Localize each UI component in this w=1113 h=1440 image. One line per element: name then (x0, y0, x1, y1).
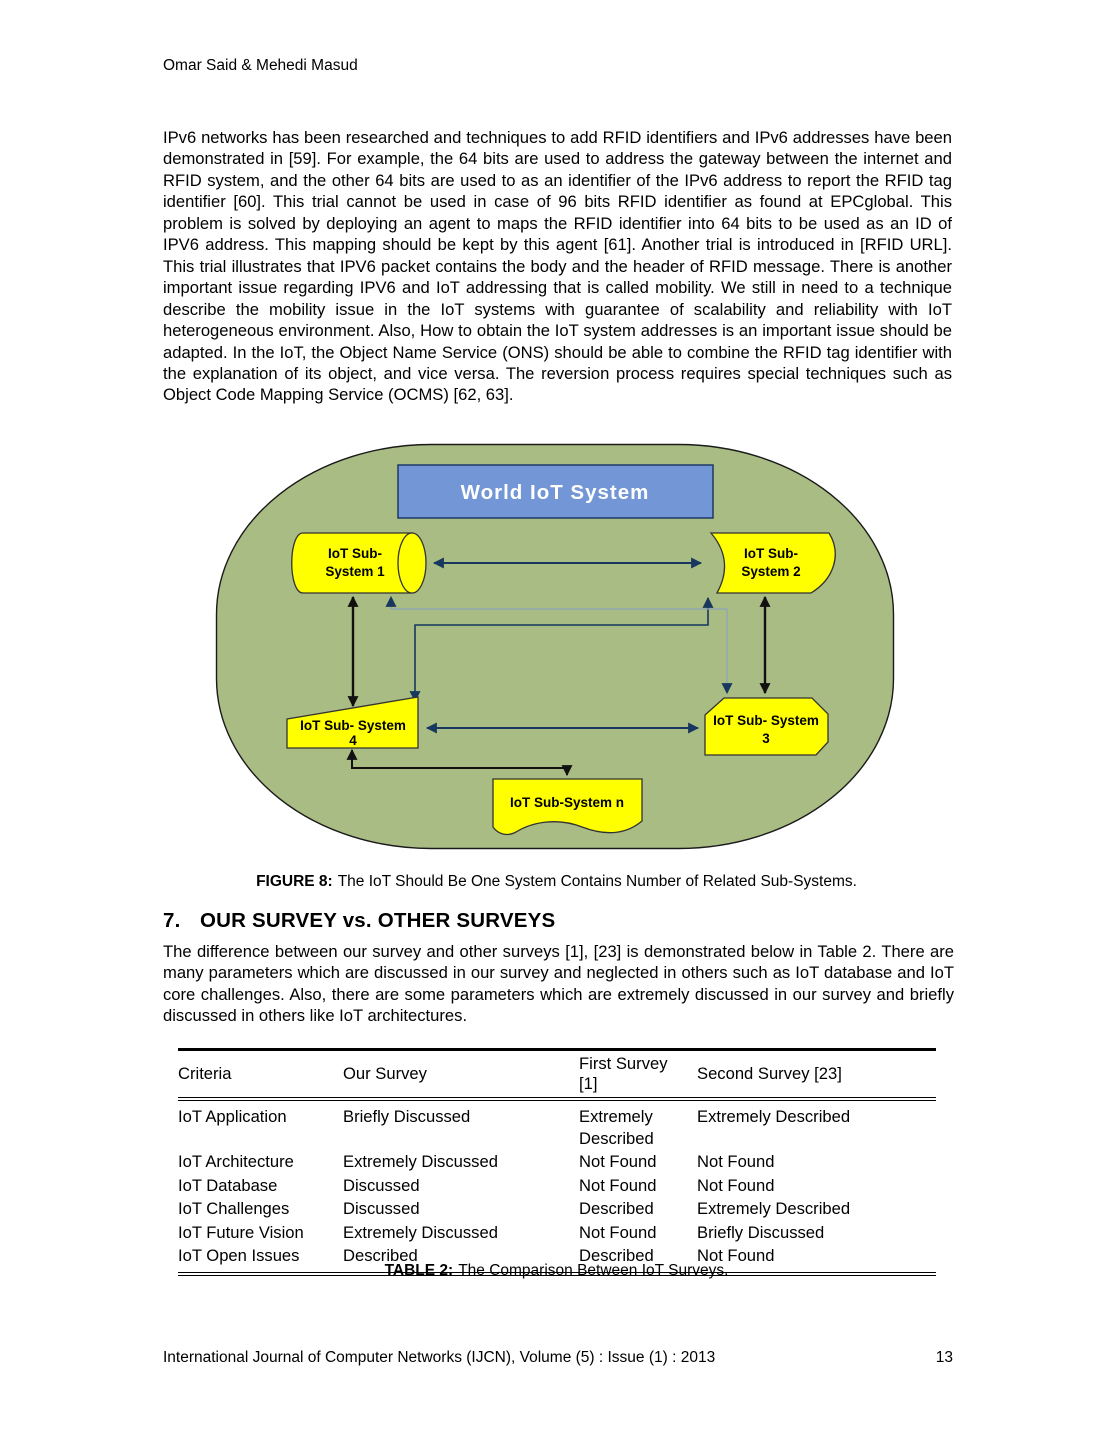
table-cell: Extremely Described (697, 1107, 851, 1126)
comparison-table (178, 1048, 936, 1276)
table-cell: IoT Database (178, 1175, 278, 1195)
section-heading (163, 909, 555, 933)
table-cell: Briefly Discussed (697, 1222, 825, 1242)
table-cell: Discussed (343, 1175, 420, 1195)
subsystem-2-label: IoT Sub- (744, 546, 798, 561)
table-cell: Extremely Discussed (343, 1152, 498, 1171)
subsystem-4-label: IoT Sub- System (300, 718, 406, 733)
column-header-criteria: Criteria (178, 1064, 232, 1083)
table-row (178, 1197, 936, 1221)
subsystem-3-label: IoT Sub- System (713, 713, 819, 728)
table-cell: Extremely Discussed (343, 1222, 498, 1242)
table-cell: Not Found (579, 1152, 657, 1171)
table-caption (0, 1262, 1113, 1280)
body-paragraph-2: The difference between our survey and other surveys [1], [23] is demonstrated below in Table 2. There are many parameters which are discussed in our survey and neglected in others such as IoT database and IoT core challenges. Also, there are some parameters which are extremely discussed in our survey and briefly discussed in others like IoT architectures. (163, 942, 954, 1026)
table-cell: IoT Open Issues (178, 1246, 300, 1265)
subsystem-1-node (292, 533, 426, 593)
table-cell: Extremely Described (697, 1199, 851, 1218)
figure-caption-text: The IoT Should Be One System Contains Number of Related Sub-Systems. (337, 873, 857, 890)
footer-page-number: 13 (935, 1349, 953, 1366)
figure-caption (0, 873, 1113, 891)
table-cell: Not Found (697, 1175, 775, 1195)
figure-caption-label: FIGURE 8: (256, 873, 333, 890)
subsystem-4-label2: 4 (349, 733, 357, 748)
iot-system-diagram (215, 443, 895, 858)
table-cell: Not Found (697, 1152, 775, 1171)
body-paragraph-1: IPv6 networks has been researched and techniques to add RFID identifiers and IPv6 addresses have been demonstrated in [59]. For example, the 64 bits are used to address the gateway between the internet and RFID system, and the other 64 bits are used to as an identifier of the IPv6 address to report the RFID tag identifier [60]. This trial cannot be used in case of 96 bits RFID identifier as found at EPCglobal. This problem is solved by deploying an agent to maps the RFID identifier into 64 bits to be used as an ID of IPV6 address. This mapping should be kept by this agent [61]. Another trial is introduced in [RFID URL]. This trial illustrates that IPV6 packet contains the body and the header of RFID message. There is another important issue regarding IPV6 and IoT addressing that is called mobility. We still in need to a technique describe the mobility issue in the IoT systems with guarantee of scalability and reliability with IoT heterogeneous environment. Also, How to obtain the IoT system addresses is an important issue should be adapted. In the IoT, the Object Name Service (ONS) should be able to combine the RFID tag identifier with the explanation of its object, and vice versa. The reversion process requires special techniques such as Object Code Mapping Service (OCMS) [62, 63]. (163, 128, 952, 405)
page-footer (163, 1349, 953, 1367)
table-row (178, 1099, 936, 1150)
table-cell: IoT Application (178, 1107, 287, 1126)
table-cell: Described (579, 1246, 654, 1265)
column-header-second-survey: Second Survey [23] (697, 1064, 842, 1083)
table-cell: Discussed (343, 1199, 420, 1218)
table-cell: Extremely Described (579, 1107, 654, 1148)
table-cell: IoT Challenges (178, 1199, 290, 1218)
footer-journal: International Journal of Computer Networks (IJCN), Volume (5) : Issue (1) : 2013 (163, 1349, 716, 1366)
running-header-authors: Omar Said & Mehedi Masud (163, 57, 358, 74)
table-row (178, 1221, 936, 1245)
subsystem-2-label2: System 2 (741, 564, 801, 579)
table-cell: Described (579, 1199, 654, 1218)
table-header-row (178, 1050, 936, 1100)
subsystem-1-label: IoT Sub- (328, 546, 382, 561)
table-cell: Described (343, 1246, 418, 1265)
subsystem-3-label2: 3 (762, 731, 770, 746)
world-iot-system-label: World IoT System (460, 481, 650, 504)
figure-8-diagram (215, 443, 895, 858)
table-caption-text: The Comparison Between IoT Surveys. (458, 1262, 729, 1279)
column-header-our-survey: Our Survey (343, 1064, 427, 1083)
subsystem-1-label2: System 1 (325, 564, 385, 579)
table-caption-label: TABLE 2: (384, 1262, 454, 1279)
subsystem-2-node (711, 533, 835, 593)
section-title: OUR SURVEY vs. OTHER SURVEYS (200, 909, 556, 932)
column-header-first-survey: First Survey [1] (579, 1054, 668, 1093)
table-cell: Not Found (579, 1175, 657, 1195)
subsystem-3-node (705, 698, 828, 755)
table-cell: Not Found (579, 1222, 657, 1242)
comparison-table-wrapper (178, 1048, 936, 1276)
table-row (178, 1174, 936, 1198)
subsystem-n-label: IoT Sub-System n (509, 795, 625, 810)
table-cell: IoT Architecture (178, 1152, 294, 1171)
subsystem-1-cylinder-end (398, 533, 426, 593)
table-cell: Briefly Discussed (343, 1107, 471, 1126)
subsystem-2-shape (711, 533, 835, 593)
table-cell: Not Found (697, 1246, 775, 1265)
table-cell: IoT Future Vision (178, 1222, 304, 1242)
table-row (178, 1150, 936, 1174)
section-number: 7. (163, 909, 181, 932)
